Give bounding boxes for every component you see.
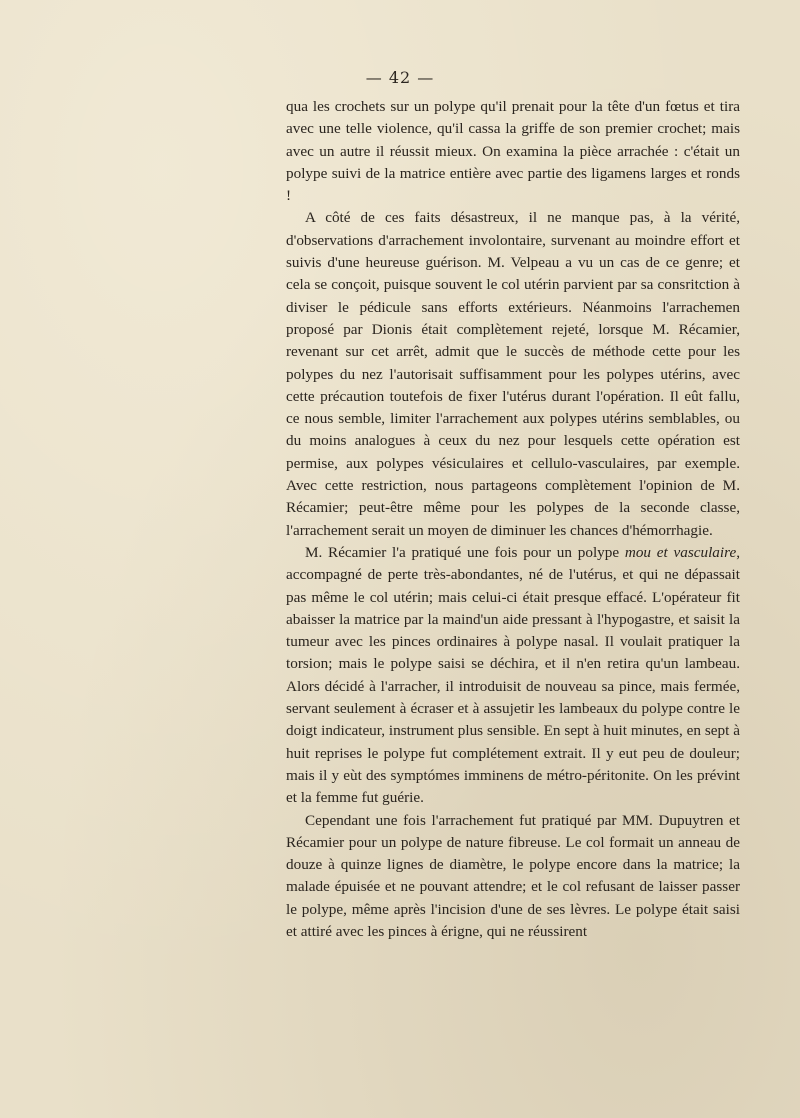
paragraph-4: Cependant une fois l'arrachement fut pratiqué par MM. Dupuytren et Récamier pour un polype de nature fibreuse. Le col formait un anneau de douze à quinze lignes de diamètre, le polype encore dans la matrice; la malade épuisée et ne pouvant attendre; et le col refusant de laisser passer le polype, même après l'incision d'une de ses lèvres. Le polype était saisi et attiré avec les pinces à érigne, qui ne réussirent	[286, 811, 740, 940]
paragraph-3-before: M. Récamier l'a pratiqué une fois pour un polype	[305, 543, 625, 561]
paragraph-3-emphasis: mou et vasculaire	[624, 543, 737, 561]
paragraph-2: A côté de ces faits désastreux, il ne manque pas, à la vérité, d'observations d'arrachement involontaire, survenant au moindre effort et suivis d'une heureuse guérison. M. Velpeau a vu un cas de ce genre; et cela se conçoit, puisque souvent le col utérin parvient par sa consritction à diviser le pédicule sans efforts extérieurs. Néanmoins l'arrachemen proposé par Dionis était complètement rejeté, lorsque M. Récamier, revenant sur cet arrêt, admit que le succès de méthode cette pour les polypes du nez l'autorisait suffisamment pour les polypes utérins, avec cette précaution toutefois de fixer l'utérus durant l'opération. Il eût fallu, ce nous semble, limiter l'arrachement aux polypes utérins semblables, ou du moins analogues à ceux du nez pour lesquels cette opération est permise, aux polypes vésiculaires et cellulo-vasculaires, par exemple. Avec cette restriction, nous partageons complètement l'opinion de M. Récamier; peut-être même pour les polypes de la seconde classe, l'arrachement serait un moyen de diminuer les chances d'hémorrhagie.	[286, 209, 740, 539]
body-text	[286, 96, 740, 943]
paragraph-3	[286, 542, 740, 810]
paragraph-1: qua les crochets sur un polype qu'il prenait pour la tête d'un fœtus et tira avec une telle violence, qu'il cassa la griffe de son premier crochet; mais avec un autre il réussit mieux. On examina la pièce arrachée : c'était un polype suivi de la matrice entière avec partie des ligamens larges et ronds !	[286, 98, 740, 205]
page-number: — 42 —	[365, 68, 435, 87]
paragraph-3-after: , accompagné de perte très-abondantes, né de l'utérus, et qui ne dépassait pas même le col utérin; mais celui-ci était presque effacé. L'opérateur fit abaisser la matrice par la maind'un aide pressant à l'hypogastre, et saisit la tumeur avec les pinces ordinaires à polype nasal. Il voulait pratiquer la torsion; mais le polype saisi se déchira, et il n'en retira qu'un lambeau. Alors décidé à l'arracher, il introduisit de nouveau sa pince, mais fermée, servant seulement à écraser et à assujetir les lambeaux du polype contre le doigt indicateur, instrument plus sensible. En sept à huit minutes, en sept à huit reprises le polype fut complétement extrait. Il y eut peu de douleur; mais il y eùt des symptómes imminens de métro-péritonite. On les prévint et la femme fut guérie.	[286, 543, 740, 807]
